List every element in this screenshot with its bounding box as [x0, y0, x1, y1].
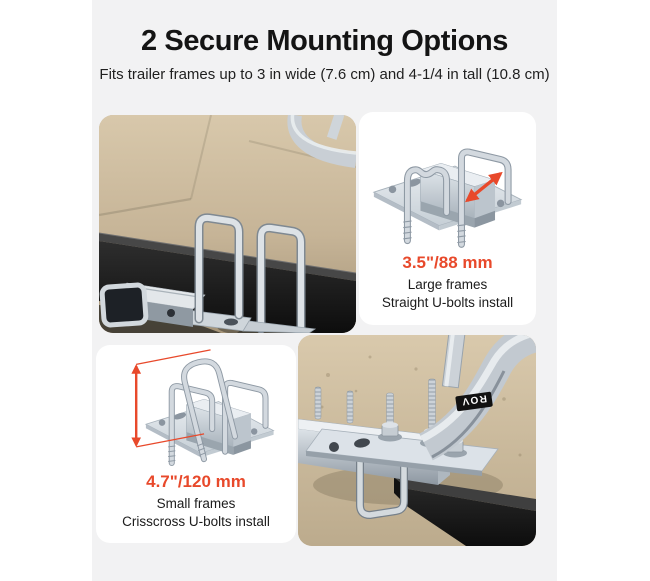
- photo-straight-ubolts-installed: [99, 115, 356, 333]
- option-card-large-frames: [359, 112, 536, 325]
- install-label-crisscross: Crisscross U-bolts install: [122, 514, 270, 530]
- measurement-small-frames: 4.7"/120 mm: [146, 471, 246, 491]
- frame-size-label-large: Large frames: [407, 277, 488, 293]
- page-subtitle: Fits trailer frames up to 3 in wide (7.6 cm) and 4-1/4 in tall (10.8 cm): [99, 66, 550, 83]
- photo-crisscross-scene: [298, 335, 536, 546]
- photo-crisscross-ubolts-installed: [298, 335, 536, 546]
- brand-label-text: ROV: [460, 392, 488, 407]
- measurement-large-frames: 3.5"/88 mm: [402, 252, 493, 272]
- page-title: 2 Secure Mounting Options: [140, 25, 508, 57]
- photo-straight-scene: [99, 115, 356, 333]
- illustration-crisscross-ubolts: [96, 345, 296, 473]
- frame-size-label-small: Small frames: [156, 496, 236, 512]
- install-label-straight: Straight U-bolts install: [381, 295, 514, 311]
- illustration-straight-ubolts: [359, 112, 536, 254]
- option-card-small-frames: [96, 345, 296, 543]
- header: [92, 25, 557, 83]
